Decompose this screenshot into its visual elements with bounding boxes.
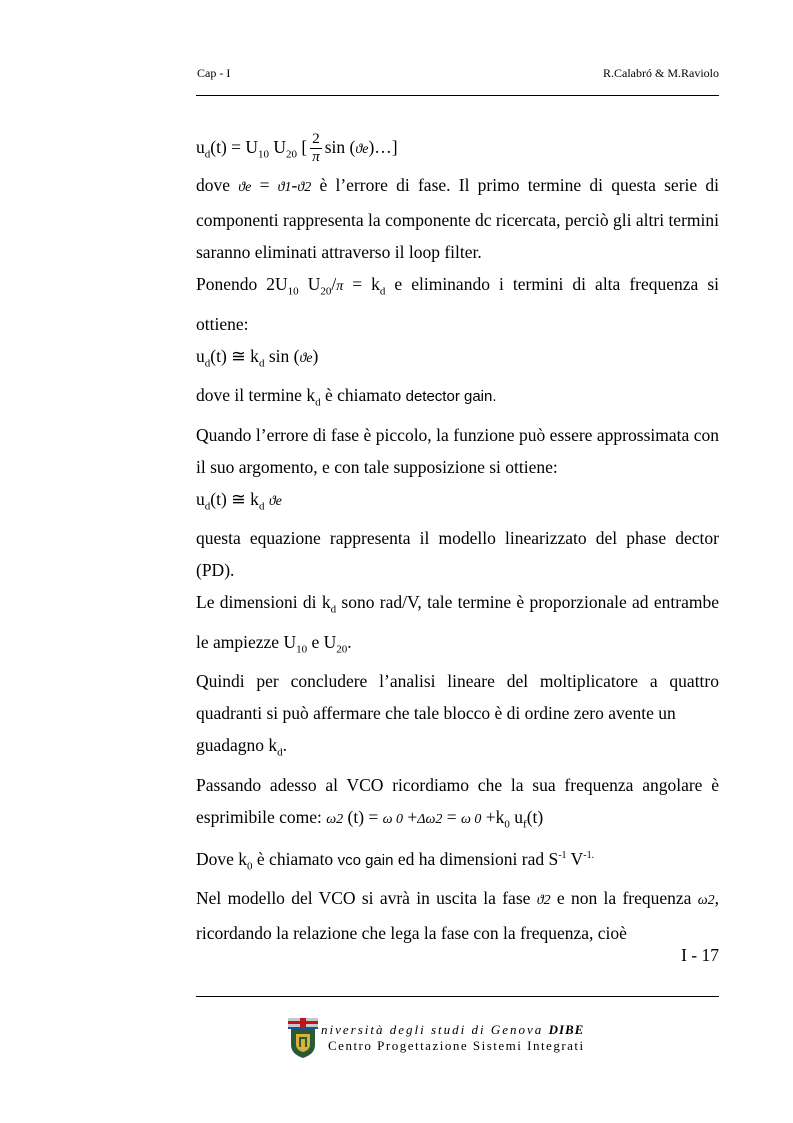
paragraph-detector-gain: dove il termine $k_d$ è chiamato detector gain. bbox=[196, 385, 497, 409]
university-crest-icon bbox=[288, 1018, 318, 1058]
paragraph-small-error: Quando l’errore di fase è piccolo, la funzione può essere approssimata con il suo argomento, e con tale supposizione si ottiene: bbox=[196, 424, 719, 477]
page-number: I - 17 bbox=[681, 945, 719, 965]
equation-ud-approx-sin: $u_d(t)$ ≅ $k_d$ sin (ϑe) bbox=[196, 345, 319, 369]
paragraph-vco-model: Nel modello del VCO si avrà in uscita la fase ϑ2 e non la frequenza ω2, ricordando la relazione che lega la fase con la frequenza, cioè bbox=[196, 888, 719, 944]
paragraph-detector-gain-def: Ponendo $2U_{10}$ $U_{20}/\pi = k_d$ e eliminando i termini di alta frequenza si ottiene: bbox=[196, 274, 720, 334]
equation-ud-linear: $u_d(t)$ ≅ $k_d$ ϑe bbox=[196, 488, 282, 512]
footer-center: Centro Progettazione Sistemi Integrati bbox=[328, 1038, 585, 1053]
paragraph-linear-model: questa equazione rappresenta il modello linearizzato del phase dector (PD). bbox=[196, 528, 719, 580]
footer-divider bbox=[196, 996, 719, 997]
paragraph-vco-frequency: Passando adesso al VCO ricordiamo che la sua frequenza angolare è esprimibile come: ω2 (t) = ω 0 +Δω2 = ω $0 +k_0$ $u_f(t)$ bbox=[196, 774, 719, 830]
fraction-2-over-pi: $\frac{2}{\pi}$ bbox=[312, 131, 320, 166]
footer-university: niversità degli studi di Genova DIBE bbox=[321, 1022, 585, 1037]
equation-ud-series: $u_d(t) = U_{10}$ $U_{20}$ [ $\frac{2}{\pi}$ sin (ϑe)…] bbox=[196, 131, 398, 166]
footer bbox=[288, 1018, 608, 1058]
paragraph-kd-dimensions: Le dimensioni di $k_d$ sono rad/V, tale termine è proporzionale ad entrambe le ampiezze $U_{10}$ e $U_{20}$. bbox=[196, 592, 719, 655]
page-body bbox=[196, 125, 719, 949]
paragraph-phase-error: dove ϑe = ϑ1-ϑ2 è l’errore di fase. Il primo termine di questa serie di componenti rappresenta la componente dc ricercata, perciò gli altri termini saranno eliminati attraverso il loop filter. bbox=[196, 175, 719, 262]
header-chapter: Cap - I bbox=[197, 66, 231, 80]
paragraph-vco-gain: Dove $k_0$ è chiamato vco gain ed ha dimensioni rad $S^{-1}$ $V^{-1.}$ bbox=[196, 848, 595, 873]
paragraph-conclusion: Quindi per concludere l’analisi lineare del moltiplicatore a quattro quadranti si può affermare che tale blocco è di ordine zero avente un guadagno $k_d$. bbox=[196, 671, 719, 759]
header-authors: R.Calabró & M.Raviolo bbox=[603, 66, 719, 80]
header-divider bbox=[196, 95, 719, 96]
